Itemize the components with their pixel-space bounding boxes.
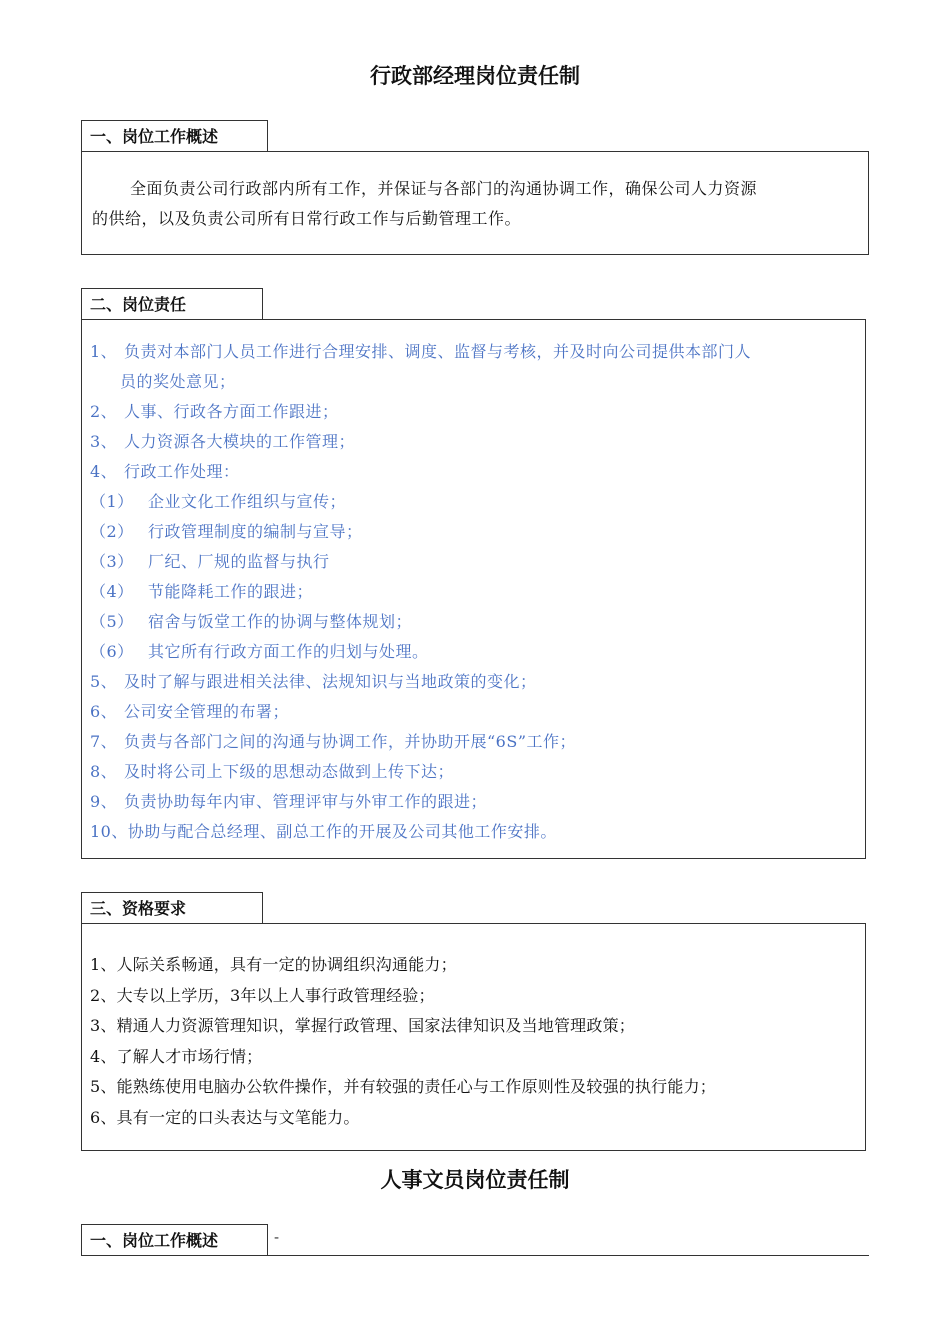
list-item: 5、 及时了解与跟进相关法律、法规知识与当地政策的变化； [90, 672, 537, 691]
list-item: 3、精通人力资源管理知识，掌握行政管理、国家法律知识及当地管理政策； [90, 1016, 635, 1035]
page-title-2: 人事文员岗位责任制 [380, 1168, 570, 1192]
section-heading-overview: 一、岗位工作概述 [81, 120, 268, 152]
field-mark: - [274, 1228, 280, 1246]
list-item: 6、具有一定的口头表达与文笔能力。 [90, 1107, 360, 1127]
list-item: 9、 负责协助每年内审、管理评审与外审工作的跟进； [90, 792, 488, 811]
list-item-continuation: 员的奖处意见； [120, 372, 236, 391]
section-heading-overview-2: 一、岗位工作概述 [81, 1224, 268, 1256]
list-item: （6） 其它所有行政方面工作的归划与处理。 [90, 642, 429, 661]
overview-line-2: 的供给，以及负责公司所有日常行政工作与后勤管理工作。 [92, 209, 522, 228]
list-item: 5、能熟练使用电脑办公软件操作，并有较强的责任心与工作原则性及较强的执行能力； [90, 1077, 716, 1096]
list-item: （4） 节能降耗工作的跟进； [90, 582, 314, 601]
list-item: 3、 人力资源各大模块的工作管理； [90, 432, 356, 451]
list-item: 7、 负责与各部门之间的沟通与协调工作，并协助开展“6S”工作； [90, 732, 577, 751]
list-item: 4、了解人才市场行情； [90, 1046, 263, 1066]
qualifications-list [90, 950, 857, 1133]
overview-box [81, 151, 869, 255]
list-item: （2） 行政管理制度的编制与宣导； [90, 522, 363, 541]
overview-text [92, 174, 858, 234]
section-heading-qualifications: 三、资格要求 [81, 892, 263, 924]
responsibilities-box [81, 319, 866, 859]
list-item: （1） 企业文化工作组织与宣传； [90, 492, 347, 511]
list-item: （3） 厂纪、厂规的监督与执行 [90, 552, 330, 571]
list-item: 4、 行政工作处理： [90, 462, 240, 481]
list-item: 1、人际关系畅通，具有一定的协调组织沟通能力； [90, 955, 457, 974]
list-item: 2、大专以上学历，3年以上人事行政管理经验； [90, 985, 435, 1005]
list-item: （5） 宿舍与饭堂工作的协调与整体规划； [90, 612, 413, 631]
overview-line-1: 全面负责公司行政部内所有工作，并保证与各部门的沟通协调工作，确保公司人力资源 [130, 179, 758, 198]
qualifications-box [81, 923, 866, 1151]
list-item: 2、 人事、行政各方面工作跟进； [90, 402, 339, 421]
list-item: 8、 及时将公司上下级的思想动态做到上传下达； [90, 762, 455, 781]
list-item: 1、 负责对本部门人员工作进行合理安排、调度、监督与考核，并及时向公司提供本部门人 [90, 342, 752, 361]
responsibilities-list [90, 337, 857, 847]
list-item: 6、 公司安全管理的布署； [90, 702, 290, 721]
section-divider [81, 1255, 869, 1256]
list-item: 10、协助与配合总经理、副总工作的开展及公司其他工作安排。 [90, 822, 557, 841]
page-title: 行政部经理岗位责任制 [370, 64, 580, 88]
section-heading-responsibilities: 二、岗位责任 [81, 288, 263, 320]
